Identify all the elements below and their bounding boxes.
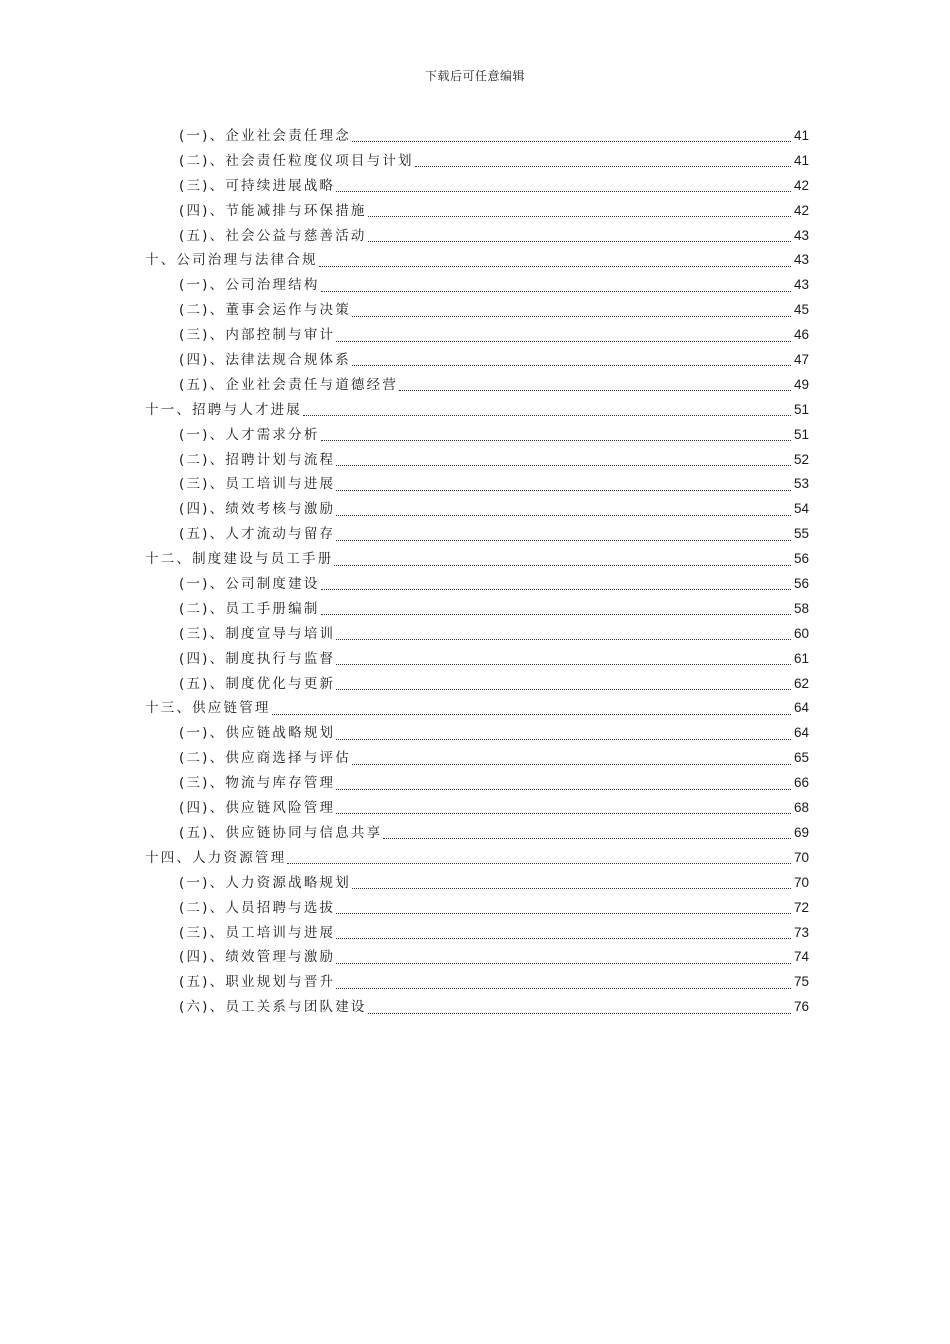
toc-entry-title: (四)、制度执行与监督 — [179, 650, 336, 667]
toc-section-entry[interactable] — [0, 497, 809, 522]
toc-page-number: 72 — [793, 899, 809, 915]
toc-section-entry[interactable] — [0, 323, 809, 348]
toc-entry-title: (二)、社会责任粒度仪项目与计划 — [179, 152, 414, 169]
toc-dot-leader — [336, 638, 791, 640]
toc-dot-leader — [336, 987, 791, 989]
toc-entry-title: (一)、企业社会责任理念 — [179, 128, 351, 144]
toc-section-entry[interactable] — [0, 647, 809, 672]
toc-section-entry[interactable] — [0, 298, 809, 323]
toc-entry-title: (一)、人力资源战略规划 — [179, 874, 351, 891]
toc-dot-leader — [336, 489, 791, 491]
toc-dot-leader — [336, 539, 791, 541]
toc-dot-leader — [336, 464, 791, 466]
toc-chapter-entry[interactable] — [0, 248, 809, 273]
toc-section-entry[interactable] — [0, 821, 809, 846]
toc-page-number: 49 — [793, 376, 809, 392]
toc-entry-title: 十三、供应链管理 — [145, 700, 271, 717]
toc-dot-leader — [352, 887, 791, 889]
toc-entry-title: (三)、内部控制与审计 — [179, 327, 336, 344]
toc-dot-leader — [321, 613, 791, 615]
toc-section-entry[interactable] — [0, 672, 809, 697]
toc-section-entry[interactable] — [0, 273, 809, 298]
toc-entry-title: (三)、可持续进展战略 — [179, 177, 336, 194]
toc-entry-title: (二)、董事会运作与决策 — [179, 302, 351, 319]
toc-page-number: 55 — [793, 526, 809, 542]
toc-section-entry[interactable] — [0, 896, 809, 921]
toc-page-number: 76 — [793, 999, 809, 1015]
toc-page-number: 75 — [793, 974, 809, 990]
toc-entry-title: (四)、节能减排与环保措施 — [179, 202, 367, 219]
toc-dot-leader — [321, 439, 791, 441]
toc-section-entry[interactable] — [0, 921, 809, 946]
toc-section-entry[interactable] — [0, 572, 809, 597]
toc-dot-leader — [352, 763, 791, 765]
toc-dot-leader — [352, 140, 791, 142]
toc-entry-title: (一)、公司治理结构 — [179, 277, 320, 294]
toc-entry-title: (一)、供应链战略规划 — [179, 725, 336, 742]
toc-section-entry[interactable] — [0, 995, 809, 1020]
page-header: 下载后可任意编辑 — [424, 69, 525, 83]
toc-dot-leader — [352, 315, 791, 317]
toc-entry-title: (五)、企业社会责任与道德经营 — [179, 376, 399, 393]
toc-page-number: 60 — [793, 625, 809, 641]
toc-dot-leader — [287, 862, 791, 864]
toc-dot-leader — [321, 290, 791, 292]
toc-dot-leader — [334, 564, 791, 566]
toc-dot-leader — [321, 588, 791, 590]
toc-page-number: 46 — [793, 327, 809, 343]
toc-page-number: 42 — [793, 177, 809, 193]
toc-entry-title: (四)、法律法规合规体系 — [179, 352, 351, 369]
toc-entry-title: (二)、人员招聘与选拔 — [179, 899, 336, 916]
toc-entry-title: (五)、人才流动与留存 — [179, 526, 336, 543]
toc-page-number: 43 — [793, 277, 809, 293]
toc-dot-leader — [399, 389, 791, 391]
toc-page-number: 61 — [793, 650, 809, 666]
toc-entry-title: (五)、供应链协同与信息共享 — [179, 824, 383, 841]
toc-dot-leader — [336, 663, 791, 665]
toc-dot-leader — [368, 240, 791, 242]
toc-dot-leader — [368, 1012, 791, 1014]
toc-section-entry[interactable] — [0, 871, 809, 896]
toc-page-number: 53 — [793, 476, 809, 492]
toc-section-entry[interactable] — [0, 124, 809, 149]
toc-dot-leader — [336, 190, 791, 192]
toc-page-number: 51 — [793, 401, 809, 417]
toc-entry-title: (二)、供应商选择与评估 — [179, 750, 351, 767]
toc-entry-title: (五)、制度优化与更新 — [179, 675, 336, 692]
toc-entry-title: (三)、制度宣导与培训 — [179, 625, 336, 642]
toc-section-entry[interactable] — [0, 522, 809, 547]
toc-chapter-entry[interactable] — [0, 846, 809, 871]
toc-section-entry[interactable] — [0, 721, 809, 746]
toc-page-number: 69 — [793, 824, 809, 840]
toc-dot-leader — [352, 364, 791, 366]
toc-dot-leader — [336, 937, 791, 939]
toc-section-entry[interactable] — [0, 348, 809, 373]
toc-entry-title: (二)、员工手册编制 — [179, 600, 320, 617]
toc-entry-title: (一)、人才需求分析 — [179, 426, 320, 443]
toc-entry-title: (三)、员工培训与进展 — [179, 924, 336, 941]
toc-section-entry[interactable] — [0, 771, 809, 796]
toc-page-number: 43 — [793, 227, 809, 243]
toc-page-number: 56 — [793, 576, 809, 592]
toc-section-entry[interactable] — [0, 622, 809, 647]
toc-entry-title: (六)、员工关系与团队建设 — [179, 999, 367, 1016]
toc-dot-leader — [272, 713, 791, 715]
toc-entry-title: (三)、员工培训与进展 — [179, 476, 336, 493]
toc-entry-title: 十四、人力资源管理 — [145, 849, 287, 866]
toc-page-number: 64 — [793, 725, 809, 741]
toc-section-entry[interactable] — [0, 224, 809, 249]
toc-section-entry[interactable] — [0, 945, 809, 970]
toc-page-number: 54 — [793, 501, 809, 517]
toc-section-entry[interactable] — [0, 796, 809, 821]
toc-entry-title: (四)、绩效考核与激励 — [179, 501, 336, 518]
toc-section-entry[interactable] — [0, 199, 809, 224]
toc-page-number: 64 — [793, 700, 809, 716]
toc-chapter-entry[interactable] — [0, 696, 809, 721]
toc-page-number: 41 — [793, 152, 809, 168]
toc-entry-title: (四)、绩效管理与激励 — [179, 949, 336, 966]
toc-page-number: 51 — [793, 426, 809, 442]
toc-page-number: 52 — [793, 451, 809, 467]
toc-entry-title: 十、公司治理与法律合规 — [145, 252, 318, 269]
toc-page-number: 65 — [793, 750, 809, 766]
toc-section-entry[interactable] — [0, 597, 809, 622]
toc-page-number: 68 — [793, 800, 809, 816]
toc-section-entry[interactable] — [0, 149, 809, 174]
toc-dot-leader — [336, 688, 791, 690]
toc-page-number: 62 — [793, 675, 809, 691]
toc-section-entry[interactable] — [0, 746, 809, 771]
toc-dot-leader — [336, 514, 791, 516]
toc-page-number: 43 — [793, 252, 809, 268]
toc-page-number: 42 — [793, 202, 809, 218]
toc-entry-title: 十一、招聘与人才进展 — [145, 401, 302, 418]
toc-chapter-entry[interactable] — [0, 547, 809, 572]
toc-dot-leader — [368, 215, 791, 217]
toc-section-entry[interactable] — [0, 373, 809, 398]
toc-entry-title: 十二、制度建设与员工手册 — [145, 551, 334, 568]
toc-page-number: 74 — [793, 949, 809, 965]
toc-page-number: 66 — [793, 775, 809, 791]
toc-entry-title: (二)、招聘计划与流程 — [179, 451, 336, 468]
toc-entry-title: (五)、社会公益与慈善活动 — [179, 227, 367, 244]
toc-dot-leader — [336, 340, 791, 342]
toc-dot-leader — [336, 912, 791, 914]
table-of-contents — [0, 124, 950, 1020]
toc-dot-leader — [383, 837, 791, 839]
toc-dot-leader — [336, 962, 791, 964]
toc-entry-title: (三)、物流与库存管理 — [179, 775, 336, 792]
toc-section-entry[interactable] — [0, 174, 809, 199]
toc-dot-leader — [336, 788, 791, 790]
toc-entry-title: (五)、职业规划与晋升 — [179, 974, 336, 991]
toc-page-number: 56 — [793, 551, 809, 567]
toc-page-number: 45 — [793, 302, 809, 318]
toc-dot-leader — [319, 265, 791, 267]
toc-section-entry[interactable] — [0, 423, 809, 448]
toc-page-number: 58 — [793, 600, 809, 616]
toc-dot-leader — [336, 812, 791, 814]
toc-section-entry[interactable] — [0, 448, 809, 473]
toc-page-number: 41 — [793, 128, 809, 143]
toc-page-number: 47 — [793, 352, 809, 368]
toc-section-entry[interactable] — [0, 472, 809, 497]
toc-entry-title: (四)、供应链风险管理 — [179, 800, 336, 817]
toc-dot-leader — [336, 738, 791, 740]
toc-chapter-entry[interactable] — [0, 398, 809, 423]
toc-section-entry[interactable] — [0, 970, 809, 995]
toc-dot-leader — [415, 165, 791, 167]
toc-dot-leader — [303, 414, 791, 416]
toc-page-number: 70 — [793, 874, 809, 890]
toc-page-number: 73 — [793, 924, 809, 940]
toc-page-number: 70 — [793, 849, 809, 865]
toc-entry-title: (一)、公司制度建设 — [179, 576, 320, 593]
